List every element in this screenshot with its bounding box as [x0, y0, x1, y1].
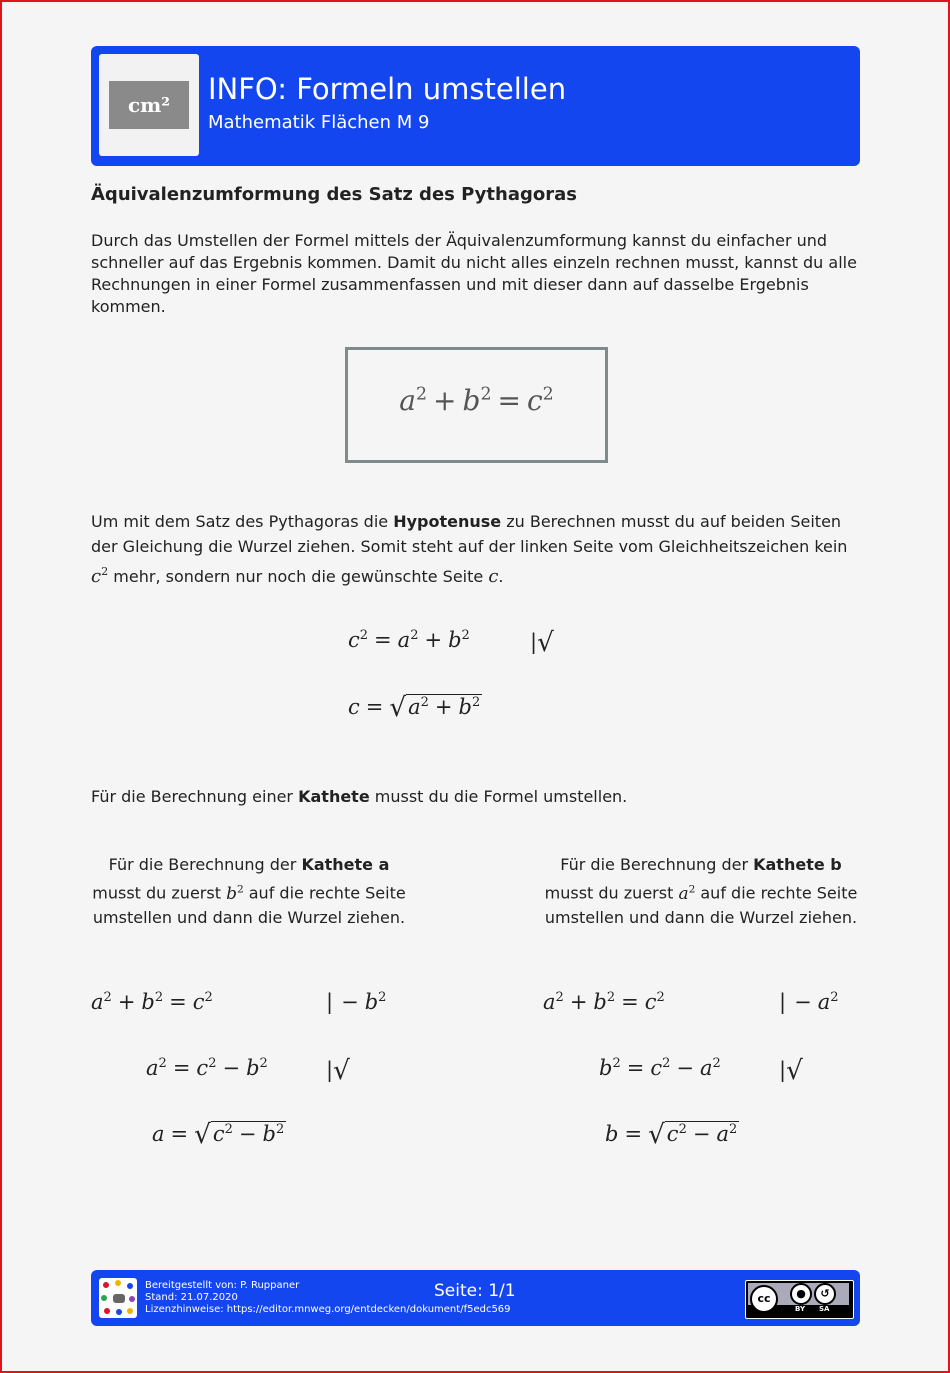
kathete-a-line2a: musst du zuerst — [92, 883, 227, 903]
hypotenuse-text-1: Um mit dem Satz des Pythagoras die — [91, 512, 394, 531]
kathete-text-2: musst du die Formel umstellen. — [369, 787, 628, 806]
footer-banner — [91, 1270, 860, 1326]
kathete-b-line3: umstellen und dann die Wurzel ziehen. — [544, 907, 858, 927]
header-banner — [91, 46, 860, 166]
cc-by-sa-badge[interactable] — [745, 1280, 854, 1319]
kathete-text-1: Für die Berechnung einer — [91, 787, 299, 806]
kathete-a-bold: Kathete a — [301, 855, 390, 874]
cm2-logo-label: cm² — [109, 81, 189, 129]
kathete-b-line1: Für die Berechnung der — [560, 855, 754, 874]
kat-a-op-sqrt: |√ — [326, 1056, 350, 1086]
c-squared-inline: $c^2$ — [91, 565, 109, 587]
kathete-a-line3: umstellen und dann die Wurzel ziehen. — [92, 907, 406, 927]
page-subtitle: Mathematik Flächen M 9 — [208, 112, 430, 133]
hyp-eq-2: $c = √a^2 + b^2$ — [348, 693, 481, 723]
b-squared-inline: $b^2$ — [226, 883, 244, 904]
kathete-a-description — [59, 853, 439, 930]
footer-license[interactable]: Lizenzhinweise: https://editor.mnweg.org/entdecken/dokument/f5edc569 — [145, 1304, 511, 1315]
kat-b-op-1: | − $a^2$ — [779, 990, 839, 1014]
kathete-b-bold: Kathete b — [753, 855, 842, 874]
kathete-paragraph — [91, 786, 861, 808]
kat-a-eq-2: $a^2 = c^2 - b^2$ — [146, 1056, 268, 1080]
footer-page-number: Seite: 1/1 — [434, 1281, 516, 1301]
kat-b-op-sqrt: |√ — [779, 1056, 803, 1086]
section-title: Äquivalenzumformung des Satz des Pythagoras — [91, 184, 577, 205]
intro-paragraph: Durch das Umstellen der Formel mittels der Äquivalenzumformung kannst du einfacher und schneller auf das Ergebnis kommen. Damit du nicht alles einzeln rechnen musst, kannst du alle Rechnungen in einer Formel zusammenfassen und mit dieser dann auf dasselbe Ergebnis kommen. — [91, 231, 857, 316]
sa-share-icon: ↺ — [814, 1283, 836, 1305]
hypotenuse-text-2: zu Berechnen musst du auf beiden Seiten der Gleichung die Wurzel ziehen. Somit steht auf der linken Seite vom Gleichheitszeichen kein — [91, 512, 848, 556]
a-squared-inline: $a^2$ — [678, 883, 696, 904]
kathete-b-line2a: musst du zuerst — [544, 883, 679, 903]
by-person-icon: ● — [790, 1283, 812, 1305]
kathete-bold: Kathete — [298, 787, 370, 806]
kat-a-eq-3: $a = √c^2 - b^2$ — [152, 1120, 285, 1150]
footer-provided-by: Bereitgestellt von: P. Ruppaner — [145, 1280, 300, 1291]
kat-a-eq-1: $a^2 + b^2 = c^2$ — [91, 990, 213, 1014]
cc-sa-label: SA — [819, 1305, 830, 1313]
hyp-eq-1: $c^2 = a^2 + b^2$ — [348, 628, 470, 652]
footer-date: Stand: 21.07.2020 — [145, 1292, 238, 1303]
hypotenuse-bold: Hypotenuse — [393, 512, 502, 531]
cc-by-label: BY — [795, 1305, 806, 1313]
kathete-b-line2b: auf die rechte Seite — [695, 883, 858, 903]
cm2-logo — [99, 54, 199, 156]
c-inline: c — [488, 566, 499, 587]
kathete-a-line1: Für die Berechnung der — [108, 855, 302, 874]
kat-b-eq-2: $b^2 = c^2 - a^2$ — [599, 1056, 721, 1080]
hypotenuse-text-3: mehr, sondern nur noch die gewünschte Seite — [108, 567, 489, 586]
hyp-op-sqrt: |√ — [530, 628, 554, 658]
hypotenuse-text-4: . — [498, 567, 504, 586]
cc-icon: cc — [750, 1285, 778, 1313]
kathete-a-line2b: auf die rechte Seite — [243, 883, 406, 903]
kathete-b-description — [511, 853, 891, 930]
pythagoras-formula: $a^2 + b^2 = c^2$ — [399, 384, 554, 417]
mnweg-logo — [99, 1278, 137, 1318]
kat-b-eq-3: $b = √c^2 - a^2$ — [605, 1120, 738, 1150]
page-title: INFO: Formeln umstellen — [208, 72, 567, 106]
kat-a-op-1: | − $b^2$ — [326, 990, 387, 1014]
kat-b-eq-1: $a^2 + b^2 = c^2$ — [543, 990, 665, 1014]
pythagoras-formula-box — [345, 347, 608, 463]
hypotenuse-paragraph — [91, 509, 861, 589]
